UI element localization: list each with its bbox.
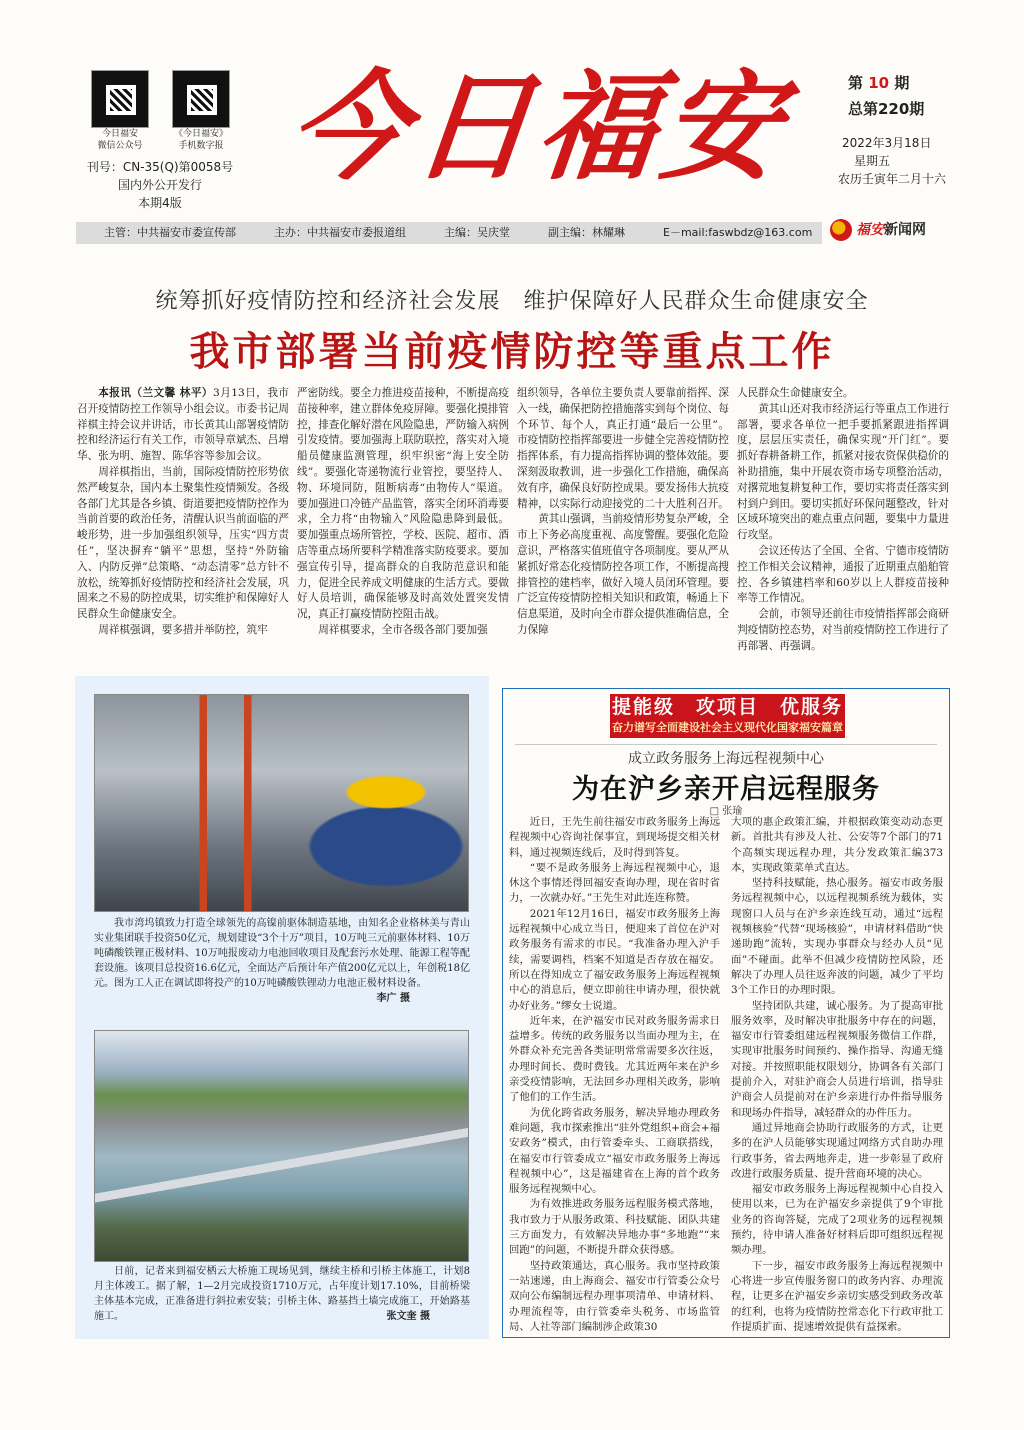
feature-column-1: [509, 815, 720, 1335]
logo-suffix: 新闻网: [884, 222, 926, 238]
total-issue: 总第220期: [848, 100, 925, 118]
issue-number: 10: [868, 74, 890, 92]
issue-number-line: [848, 72, 968, 94]
qr-caption-line: 手机数字报: [178, 141, 224, 151]
deputy-editor: 副主编：林耀琳: [548, 226, 625, 239]
weekday: 星期五: [854, 154, 891, 168]
paragraph-text: 3月13日，我市召开疫情防控工作领导小组会议。市委书记周祥棋主持会议并讲话，市长黄其山部署疫情防控和经济运行有关工作，市领导章斌杰、吕增华、张为明、施智、陈华容等参加会议。: [77, 387, 289, 463]
paragraph: [77, 386, 289, 465]
staff-info-bar: [76, 222, 822, 244]
masthead-title: 今日福安: [282, 57, 794, 196]
host: 主办：中共福安市委报道组: [274, 226, 406, 239]
issue-label: 第: [848, 74, 864, 92]
wechat-qr-code[interactable]: [91, 70, 149, 128]
logo-icon: [830, 219, 852, 241]
campaign-banner: [610, 694, 845, 738]
paragraph: “要不是政务服务上海远程视频中心，退休这个事情还得回福安查询办理，现在省时省力，一次就办好。”王先生对此连连称赞。: [509, 861, 720, 905]
paragraph: 周祥棋指出，当前，国际疫情防控形势依然严峻复杂，国内本土聚集性疫情频发。各级各部门尤其是各乡镇、街道要把疫情防控作为当前首要的政治任务，清醒认识当前面临的严峻形势，进一步加强组织领导，压实“四方责任”，坚决摒弃“躺平”思想，坚持“外防输入、内防反弹”总策略、“动态清零”总方针不放松，统筹抓好疫情防控和经济社会发展，巩固来之不易的防控成果，切实维护和保障好人民群众生命健康安全。: [77, 465, 289, 621]
issue-info: [848, 72, 968, 120]
news-site-logo[interactable]: [830, 219, 990, 241]
logo-name: 福安: [856, 222, 884, 238]
paragraph: 为有效推进政务服务远程服务模式落地，我市致力于从服务政策、科技赋能、团队共建三方面发力，有效解决异地办事“多地跑”“来回跑”的问题，不断提升群众获得感。: [509, 1198, 720, 1257]
registration-number: 刊号：CN-35(Q)第0058号: [86, 160, 234, 174]
paragraph: 近日，王先生前往福安市政务服务上海远程视频中心咨询社保事宜，到现场提交相关材料，通过视频连线后，及时得到答复。: [509, 816, 720, 859]
paragraph: 严密防线。要全力推进疫苗接种，不断提高疫苗接种率，建立群体免疫屏障。要强化摸排管控，排查化解好潜在风险隐患，严防输入病例引发疫情。要加强海上联防联控，落实对入境船员健康监测管理，织牢织密“海上安全防线”。要强化寄递物流行业管控，要坚持人、物、环境同防，阻断病毒“由物传人”渠道。要加强进口冷链产品监管，落实全闭环消毒要求，全力将“由物输入”风险隐患降到最低。要加强重点场所管控，学校、医院、超市、酒店等重点场所要科学精准落实防疫要求。要加强宣传引导，提高群众的自我防范意识和能力，促进全民养成文明健康的生活方式。要做好人员培训，确保能够及时高效处置突发情况，真正打赢疫情防控阻击战。: [297, 387, 509, 621]
paragraph: 2021年12月16日，福安市政务服务上海远程视频中心成立当日，便迎来了首位在沪对政务服务有需求的市民。“我准备办理入沪手续，需要调档，档案不知道是否存放在福安。所以在得知成立了福安政务服务上海远程视频中心的消息后，便立即前往申请办理，很快就办好业务。”缪女士说道。: [509, 907, 720, 1012]
paragraph: 组织领导，各单位主要负责人要靠前指挥、深入一线，确保把防控措施落实到每个岗位、每个环节、每个人，真正打通“最后一公里”。市疫情防控指挥部要进一步健全完善疫情防控指挥体系，有力提高指挥协调的整体效能。要深刻汲取教训，进一步强化工作措施，确保高效有序，确保良好防控成果。要发扬伟大抗疫精神，以实际行动迎接党的二十大胜利召开。: [517, 387, 729, 510]
chief-editor: 主编：吴庆堂: [444, 226, 510, 239]
publication-info: [60, 158, 260, 212]
dateline: 本报讯（兰文馨 林平）: [98, 387, 213, 399]
photo-credit: 张文奎 摄: [386, 1311, 430, 1322]
paragraph: 通过异地商会协助行政服务的方式，让更多的在沪人员能够实现通过网络方式自助办理行政事务，省去两地奔走，进一步彰显了政府改进行政服务质量、提升营商环境的决心。: [731, 1121, 943, 1180]
lead-column-2: [297, 386, 509, 639]
lunar-date: 农历壬寅年二月十六: [838, 172, 947, 186]
paragraph: 黄其山还对我市经济运行等重点工作进行部署，要求各单位一把手要抓紧跟进指挥调度，层层压实责任，确保实现“开门红”。要抓好春耕备耕工作，抓紧对接农资保供稳价的补助措施，集中开展农资市场专项整治活动，对撂荒地复耕复种工作，要切实将责任落实到村到户到田。要切实抓好环保问题整改，针对区域环境突出的难点重点问题，要集中力量进行攻坚。: [737, 402, 949, 542]
photo-caption-2: [94, 1264, 470, 1324]
paragraph: 坚持科技赋能，热心服务。福安市政务服务远程视频中心，以远程视频系统为载体，实现窗口人员与在沪乡亲连线互动，通过“远程视频核验”代替“现场核验”，申请材料借助“快递助跑”流转，实现办事群众与经办人员“见面”不碰面。此举不但减少疫情防控风险，还解决了办理人员往返奔波的问题，减少了平均3个工作日的办理时限。: [731, 877, 943, 997]
paragraph: 坚持政策通达，真心服务。我市坚持政策一站速递，由上海商会、福安市行管委公众号双向公布编制远程办理事项清单、申请材料、办理流程等，由行管委牵头税务、市场监管局、人社等部门编制涉企政策30: [509, 1259, 720, 1333]
banner-sub: 奋力谱写全面建设社会主义现代化国家福安篇章: [612, 721, 843, 734]
paragraph: 人民群众生命健康安全。: [737, 387, 854, 399]
paragraph: 黄其山强调，当前疫情形势复杂严峻，全市上下务必高度重视、高度警醒。要强化危险意识，严格落实值班值守各项制度。要从严从紧抓好常态化疫情防控各项工作，不断提高搜排管控的建档率，做好入境人员闭环管理。要广泛宣传疫情防控相关知识和政策，畅通上下信息渠道，及时向全市群众提供准确信息，全力保障: [517, 513, 729, 636]
digital-paper-qr-caption: [157, 128, 245, 152]
lead-column-3: [517, 386, 729, 639]
feature-headline: 为在沪乡亲开启远程服务: [572, 774, 880, 805]
paragraph: 近年来，在沪福安市民对政务服务需求日益增多。传统的政务服务以当面办理为主，在外群众补充完善各类证明常常需要多次往返，办理时间长、费时费钱。尤其近两年来在沪乡亲受疫情影响，无法回乡办理相关政务，影响了他们的工作生活。: [509, 1014, 720, 1104]
factory-worker-photo[interactable]: [94, 694, 469, 912]
photo-caption-1: [94, 916, 470, 1006]
banner-main: 提能级 攻项目 优服务: [611, 696, 843, 718]
photo-credit: 李广 摄: [376, 993, 410, 1004]
lead-column-1: [77, 386, 289, 639]
publish-date: 2022年3月18日: [842, 136, 932, 150]
sponsor: 主管：中共福安市委宣传部: [104, 226, 236, 239]
bridge-construction-photo[interactable]: [94, 1030, 469, 1262]
email[interactable]: E－mail:faswbdz@163.com: [663, 226, 813, 239]
qr-caption-line: 《今日福安》: [173, 129, 228, 139]
qr-caption-line: 今日福安: [101, 129, 138, 139]
date-info: [838, 134, 978, 188]
lead-kicker: 统筹抓好疫情防控和经济社会发展 维护保障好人民群众生命健康安全: [155, 289, 869, 314]
digital-paper-qr-code[interactable]: [172, 70, 230, 128]
feature-column-2: [731, 815, 943, 1335]
paragraph: 周祥棋强调，要多措并举防控，筑牢: [98, 623, 268, 636]
feature-kicker: 成立政务服务上海远程视频中心: [628, 751, 824, 767]
qr-caption-line: 微信公众号: [97, 141, 143, 151]
feature-byline: □ 张瑜: [709, 806, 743, 817]
lead-headline: 我市部署当前疫情防控等重点工作: [189, 328, 835, 375]
paragraph: 坚持团队共建，诚心服务。为了提高审批服务效率，及时解决审批服务中存在的问题，福安市行管委组建远程视频服务微信工作群，实现审批服务时间预约、操作指导、沟通无缝对接。并按照职能权限划分，协调各有关部门提前介入，对驻沪商会人员进行培训，指导驻沪商会人员提前对在沪乡亲进行办件指导服务和现场办件指导，减轻群众的办件压力。: [731, 999, 943, 1119]
paragraph: 会议还传达了全国、全省、宁德市疫情防控工作相关会议精神，通报了近期重点船舶管控、各乡镇建档率和60岁以上人群疫苗接种率等工作情况。: [737, 544, 949, 605]
caption-text: 我市湾坞镇致力打造全球领先的高镍前驱体制造基地，由知名企业格林美与青山实业集团联手投资50亿元，规划建设“3个十万”项目，10万吨三元前驱体材料、10万吨磷酸铁锂正极材料、10万吨报废动力电池回收项目及配套污水处理、能源工程等配套设施。该项目总投资16.6亿元，全面达产后预计年产值200亿元以上，年创税18亿元。图为工人正在调试即将投产的10万吨磷酸铁锂动力电池正极材料设备。: [94, 918, 470, 989]
paragraph: 为优化跨省政务服务，解决异地办理政务难问题，我市探索推出“驻外党组织+商会+福安政务”模式，由行管委牵头、工商联搭线，在福安市行管委成立“福安市政务服务上海远程视频中心”，这是福建省在上海的首个政务服务远程视频中心。: [509, 1106, 720, 1196]
distribution-note: 国内外公开发行: [117, 178, 202, 192]
paragraph: 周祥棋要求，全市各级各部门要加强: [318, 623, 488, 636]
paragraph: 下一步，福安市政务服务上海远程视频中心将进一步宣传服务窗口的政务内容、办理流程，让更多在沪福安乡亲切实感受到政务改革的红利，也将为疫情防控常态化下行政审批工作提质扩面、提速增效提供有益探索。: [731, 1259, 943, 1333]
page-count: 本期4版: [138, 196, 182, 210]
wechat-qr-caption: [76, 128, 164, 152]
paragraph: 会前，市领导还前往市疫情指挥部会商研判疫情防控态势，对当前疫情防控工作进行了再部署、再强调。: [737, 608, 949, 652]
divider: [515, 744, 937, 745]
caption-text: 日前，记者来到福安栖云大桥施工现场见到，继续主桥和引桥主体施工，计划8月主体竣工。据了解，1—2月完成投资1710万元，占年度计划17.10%，目前桥梁主体基本完成，正准备进行斜拉索安装；引桥主体、路基挡土墙完成施工，开始路基施工。: [94, 1266, 470, 1322]
issue-label: 期: [894, 74, 910, 92]
paragraph: 福安市政务服务上海远程视频中心自投入使用以来，已为在沪福安乡亲提供了9个审批业务的咨询答疑，完成了2项业务的远程视频预约，待申请人准备好材料后即可组织远程视频办理。: [731, 1183, 943, 1257]
lead-column-4: [737, 386, 949, 655]
paragraph: 大项的惠企政策汇编，并根据政策变动动态更新。首批共有涉及人社、公安等7个部门的71个高频实现远程办理，共分发政策汇编373本，实现政策菜单式直达。: [731, 816, 943, 874]
